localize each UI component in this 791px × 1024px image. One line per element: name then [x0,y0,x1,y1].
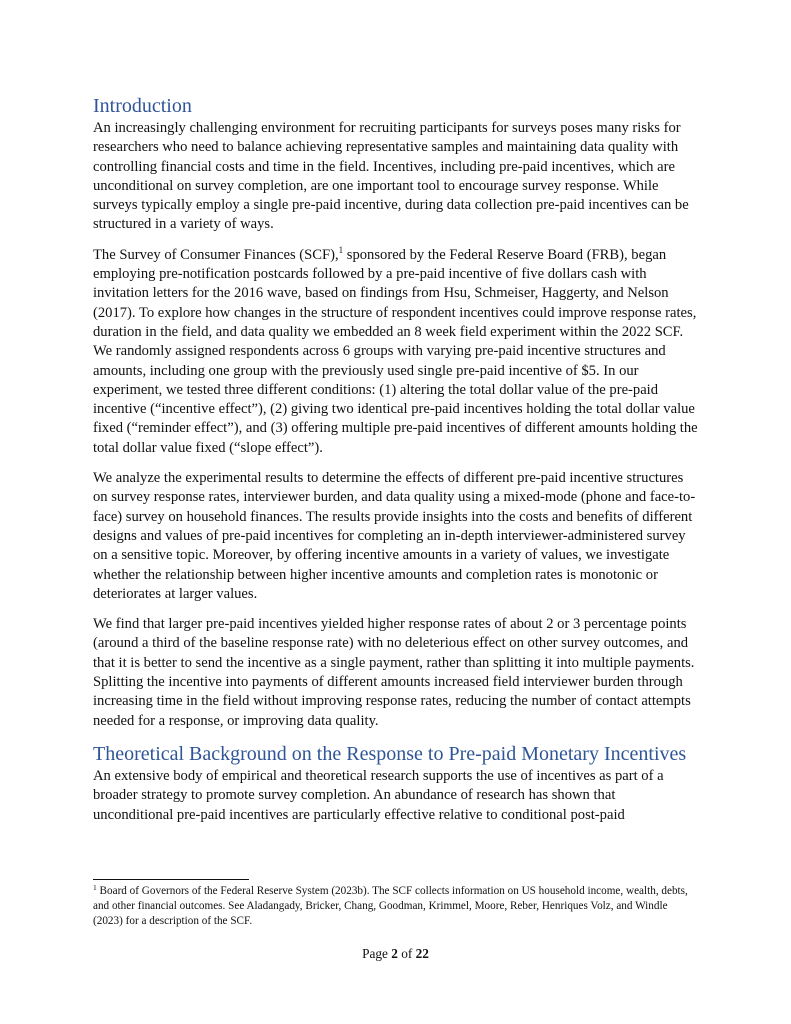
intro-paragraph-4: We find that larger pre-paid incentives yielded higher response rates of about 2 or 3 percentage points (around a third of the baseline response rate) with no deleterious effect on other survey outcomes, and that it is better to send the incentive as a single payment, rather than splitting it into multiple payments. Splitting the incentive into payments of different amounts increased field interviewer burden through increasing time in the field without improving response rates, reducing the number of contact attempts needed for a response, or improving data quality. [93,616,695,729]
footnote-divider [93,879,249,880]
theory-paragraph-1: An extensive body of empirical and theoretical research supports the use of incentives as part of a broader strategy to promote survey completion. An abundance of research has shown that unconditional pre-paid incentives are particularly effective relative to conditional post-paid [93,767,664,823]
footnote-text: Board of Governors of the Federal Reserve System (2023b). The SCF collects information on US household income, wealth, debts, and other financial outcomes. See Aladangady, Bricker, Chang, Goodman, Krimmel, Moore, Reber, Henriques Volz, and Windle (2023) for a description of the SCF. [93,885,688,927]
introduction-heading: Introduction [93,95,192,117]
footnote-reference[interactable]: 1 [338,244,344,255]
footer-separator: of [397,946,416,961]
total-page-count: 22 [415,946,429,961]
intro-paragraph-2 [93,246,699,458]
intro-paragraph-3: We analyze the experimental results to determine the effects of different pre-paid incentive structures on survey response rates, interviewer burden, and data quality using a mixed-mode (phone and face-to-face) survey on household finances. The results provide insights into the costs and benefits of different designs and values of pre-paid incentives for completing an in-depth interviewer-administered survey on a sensitive topic. Moreover, by offering incentive amounts in a variety of values, we investigate whether the relationship between higher incentive amounts and completion rates is monotonic or deteriorates at larger values. [93,470,696,602]
theory-heading: Theoretical Background on the Response to Pre-paid Monetary Incentives [93,742,687,765]
page-content [93,94,699,836]
footnote-1 [93,884,699,929]
para2-text-end: sponsored by the Federal Reserve Board (FRB), began employing pre-notification postcards followed by a pre-paid incentive of five dollars cash with invitation letters for the 2016 wave, based on findings from Hsu, Schmeiser, Haggerty, and Nelson (2017). To explore how changes in the structure of respondent incentives could improve response rates, duration in the field, and data quality we embedded an 8 week field experiment within the 2022 SCF. We randomly assigned respondents across 6 groups with varying pre-paid incentive structures and amounts, including one group with the previously used single pre-paid incentive of $5. In our experiment, we tested three different conditions: (1) altering the total dollar value of the pre-paid incentive (“incentive effect”), (2) giving two identical pre-paid incentives holding the total dollar value fixed (“reminder effect”), and (3) offering multiple pre-paid incentives of different amounts holding the total dollar value fixed (“slope effect”). [93,246,698,456]
current-page-number: 2 [391,946,398,961]
intro-paragraph-1: An increasingly challenging environment for recruiting participants for surveys poses many risks for researchers who need to balance achieving representative samples and maintaining data quality with controlling financial costs and time in the field. Incentives, including pre-paid incentives, which are unconditional on survey completion, are one important tool to encourage survey response. While surveys typically employ a single pre-paid incentive, during data collection pre-paid incentives can be structured in a variety of ways. [93,120,689,233]
footnote-marker: 1 [93,883,97,892]
footer-prefix: Page [362,946,392,961]
page-footer [0,946,791,962]
para2-text-start: The Survey of Consumer Finances (SCF), [93,246,339,263]
